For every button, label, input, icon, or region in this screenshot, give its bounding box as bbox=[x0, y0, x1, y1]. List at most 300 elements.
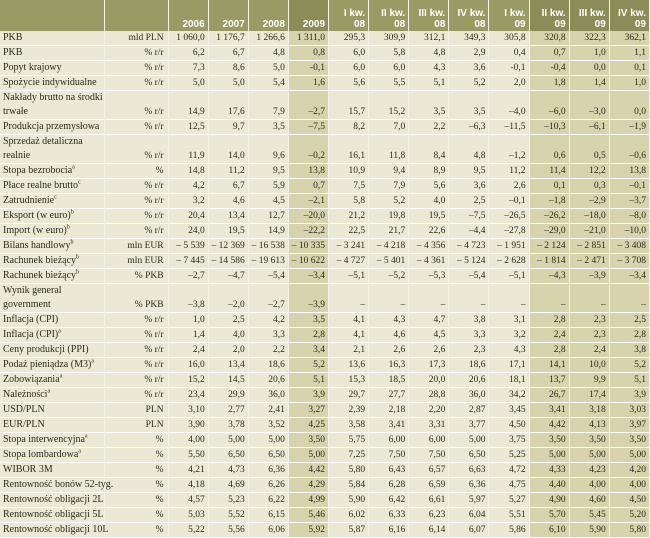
value-cell: –26,5 bbox=[489, 209, 529, 224]
value-cell: 20,6 bbox=[248, 373, 288, 388]
value-cell: 10,0 bbox=[569, 358, 609, 373]
value-cell: 5,5 bbox=[369, 76, 409, 91]
row-unit: % r/r bbox=[104, 61, 168, 76]
value-cell: 4,18 bbox=[168, 478, 208, 493]
value-cell: 2,4 bbox=[529, 328, 569, 343]
value-cell: 5,2 bbox=[288, 358, 328, 373]
value-cell: –2,7 bbox=[248, 298, 288, 313]
value-cell: – 14 586 bbox=[208, 254, 248, 269]
value-cell: 15,7 bbox=[329, 105, 369, 120]
value-cell: 3,1 bbox=[489, 313, 529, 328]
value-cell: – 5 124 bbox=[449, 254, 489, 269]
value-cell: 4,8 bbox=[248, 46, 288, 61]
row-unit: % r/r bbox=[104, 209, 168, 224]
value-cell: –5,4 bbox=[248, 269, 288, 284]
row-unit: % r/r bbox=[104, 46, 168, 61]
value-cell: 0,3 bbox=[569, 179, 609, 194]
value-cell: 4,8 bbox=[449, 149, 489, 164]
value-cell: – 4 727 bbox=[329, 254, 369, 269]
value-cell: 3,50 bbox=[529, 433, 569, 448]
row-label bbox=[0, 105, 104, 120]
value-cell bbox=[489, 91, 529, 106]
value-cell: 5,92 bbox=[288, 523, 328, 538]
value-cell: –22,2 bbox=[288, 224, 328, 239]
value-cell: 5,45 bbox=[569, 508, 609, 523]
value-cell: 5,80 bbox=[609, 523, 649, 538]
value-cell: –18,0 bbox=[569, 209, 609, 224]
value-cell: 3,5 bbox=[449, 105, 489, 120]
table-row bbox=[0, 523, 650, 538]
value-cell bbox=[609, 135, 649, 150]
value-cell: –5,4 bbox=[449, 269, 489, 284]
row-unit: % PKB bbox=[104, 298, 168, 313]
value-cell: 5,00 bbox=[569, 448, 609, 463]
value-cell: – 3 408 bbox=[609, 239, 649, 254]
row-label-text: Popyt krajowy bbox=[3, 62, 62, 73]
value-cell: 23,4 bbox=[168, 388, 208, 403]
value-cell: 9,5 bbox=[248, 164, 288, 179]
row-unit: % bbox=[104, 448, 168, 463]
value-cell: 28,8 bbox=[409, 388, 449, 403]
row-label bbox=[0, 254, 104, 269]
value-cell: – 5 539 bbox=[168, 239, 208, 254]
value-cell: 12,7 bbox=[248, 209, 288, 224]
value-cell: 5,00 bbox=[208, 433, 248, 448]
value-cell: –29,0 bbox=[529, 224, 569, 239]
value-cell: 6,0 bbox=[329, 61, 369, 76]
value-cell: 22,6 bbox=[409, 224, 449, 239]
value-cell: 5,0 bbox=[208, 76, 248, 91]
value-cell: 5,1 bbox=[409, 76, 449, 91]
value-cell: 0,1 bbox=[609, 61, 649, 76]
row-label-text: Rentowność bonów 52-tyg. bbox=[3, 479, 114, 490]
column-header-line: 09 bbox=[514, 19, 526, 30]
value-cell: 15,2 bbox=[369, 105, 409, 120]
row-label bbox=[0, 209, 104, 224]
column-header-line: II kw. bbox=[541, 8, 566, 19]
value-cell bbox=[168, 284, 208, 299]
value-cell: 3,75 bbox=[489, 433, 529, 448]
value-cell: 6,02 bbox=[329, 508, 369, 523]
value-cell: 5,22 bbox=[168, 523, 208, 538]
column-header-line bbox=[249, 8, 285, 19]
value-cell: 22,5 bbox=[329, 224, 369, 239]
value-cell bbox=[409, 135, 449, 150]
row-label bbox=[0, 269, 104, 284]
value-cell: –4,3 bbox=[529, 269, 569, 284]
value-cell: 13,8 bbox=[609, 164, 649, 179]
value-cell: 3,50 bbox=[288, 433, 328, 448]
value-cell: 5,51 bbox=[489, 508, 529, 523]
value-cell: 2,6 bbox=[489, 179, 529, 194]
value-cell: 6,22 bbox=[248, 493, 288, 508]
footnote-marker: a bbox=[78, 448, 81, 455]
row-label bbox=[0, 120, 104, 135]
value-cell: 2,5 bbox=[208, 313, 248, 328]
table-row bbox=[0, 463, 650, 478]
value-cell: – 4 361 bbox=[409, 254, 449, 269]
value-cell: 5,2 bbox=[609, 358, 649, 373]
value-cell: 7,9 bbox=[248, 105, 288, 120]
table-body bbox=[0, 31, 650, 538]
value-cell: –27,8 bbox=[489, 224, 529, 239]
value-cell: 20,4 bbox=[168, 209, 208, 224]
value-cell: 5,90 bbox=[329, 493, 369, 508]
value-cell: 2,8 bbox=[609, 328, 649, 343]
value-cell: –26,2 bbox=[529, 209, 569, 224]
value-cell: 4,33 bbox=[529, 463, 569, 478]
row-label-text: Inflacja (CPI) bbox=[3, 314, 59, 325]
value-cell: –3,9 bbox=[288, 298, 328, 313]
value-cell: 4,99 bbox=[288, 493, 328, 508]
value-cell: 2,1 bbox=[329, 343, 369, 358]
value-cell: –4,4 bbox=[449, 224, 489, 239]
value-cell: 5,70 bbox=[529, 508, 569, 523]
row-label bbox=[0, 135, 104, 150]
row-label bbox=[0, 179, 104, 194]
row-unit: % r/r bbox=[104, 179, 168, 194]
value-cell: 6,0 bbox=[369, 61, 409, 76]
row-label-text: USD/PLN bbox=[3, 404, 45, 415]
value-cell: 2,8 bbox=[529, 343, 569, 358]
value-cell: 5,03 bbox=[168, 508, 208, 523]
row-label-text: Zatrudnienie bbox=[3, 195, 55, 206]
value-cell: 26,7 bbox=[529, 388, 569, 403]
row-unit: % r/r bbox=[104, 194, 168, 209]
value-cell: – bbox=[609, 298, 649, 313]
value-cell: –0,2 bbox=[288, 149, 328, 164]
row-unit: mln EUR bbox=[104, 239, 168, 254]
column-header bbox=[329, 0, 369, 31]
row-unit: mln EUR bbox=[104, 254, 168, 269]
value-cell: 6,59 bbox=[409, 478, 449, 493]
value-cell: 9,6 bbox=[248, 149, 288, 164]
value-cell: 5,87 bbox=[329, 523, 369, 538]
column-header-line: III kw. bbox=[578, 8, 606, 19]
value-cell: 4,57 bbox=[168, 493, 208, 508]
column-header-line bbox=[209, 8, 245, 19]
value-cell: 6,7 bbox=[208, 179, 248, 194]
value-cell: 4,2 bbox=[248, 313, 288, 328]
value-cell: 13,4 bbox=[208, 358, 248, 373]
column-header bbox=[168, 0, 208, 31]
row-label-text: Należności bbox=[3, 389, 48, 400]
column-header-line: 08 bbox=[394, 19, 406, 30]
header-blank-label bbox=[0, 0, 104, 31]
value-cell: 17,3 bbox=[409, 358, 449, 373]
value-cell: – bbox=[529, 298, 569, 313]
value-cell: 4,8 bbox=[409, 46, 449, 61]
column-header-line: III kw. bbox=[418, 8, 446, 19]
row-label-text: Sprzedaż detaliczna bbox=[3, 136, 83, 147]
column-header bbox=[489, 0, 529, 31]
row-label bbox=[0, 343, 104, 358]
value-cell: 1,1 bbox=[609, 46, 649, 61]
table-row bbox=[0, 179, 650, 194]
value-cell: 16,1 bbox=[329, 149, 369, 164]
value-cell: 4,13 bbox=[569, 418, 609, 433]
row-unit: % r/r bbox=[104, 313, 168, 328]
value-cell: 5,84 bbox=[329, 478, 369, 493]
value-cell: 5,2 bbox=[449, 76, 489, 91]
row-unit: % r/r bbox=[104, 149, 168, 164]
value-cell: –5,1 bbox=[489, 269, 529, 284]
value-cell: 14,1 bbox=[529, 358, 569, 373]
row-label-text: trwałe bbox=[3, 106, 28, 117]
value-cell: 0,6 bbox=[529, 149, 569, 164]
value-cell: 6,07 bbox=[449, 523, 489, 538]
value-cell: 13,6 bbox=[329, 358, 369, 373]
row-label bbox=[0, 508, 104, 523]
value-cell bbox=[449, 91, 489, 106]
value-cell: – 3 241 bbox=[329, 239, 369, 254]
value-cell: 14,5 bbox=[208, 373, 248, 388]
footnote-marker: b bbox=[76, 254, 80, 261]
value-cell: 6,04 bbox=[449, 508, 489, 523]
value-cell: 5,27 bbox=[489, 493, 529, 508]
footnote-marker: c bbox=[77, 179, 81, 186]
footnote-marker: a bbox=[58, 328, 61, 335]
value-cell: 6,28 bbox=[369, 478, 409, 493]
value-cell: 5,6 bbox=[409, 179, 449, 194]
value-cell bbox=[529, 135, 569, 150]
row-label-text: Rentowność obligacji 10L bbox=[3, 524, 109, 535]
row-unit: % bbox=[104, 433, 168, 448]
table-row bbox=[0, 194, 650, 209]
value-cell: 1,0 bbox=[609, 76, 649, 91]
table-row bbox=[0, 373, 650, 388]
value-cell bbox=[609, 284, 649, 299]
value-cell: 2,18 bbox=[369, 403, 409, 418]
value-cell: – 19 613 bbox=[248, 254, 288, 269]
value-cell: –2,1 bbox=[288, 194, 328, 209]
column-header-line: 08 bbox=[354, 19, 366, 30]
value-cell: 2,4 bbox=[569, 343, 609, 358]
value-cell: 3,8 bbox=[609, 343, 649, 358]
table-row bbox=[0, 239, 650, 254]
value-cell: 3,5 bbox=[409, 105, 449, 120]
value-cell: 19,5 bbox=[208, 224, 248, 239]
row-label-text: Stopa lombardowa bbox=[3, 449, 79, 460]
table-row bbox=[0, 120, 650, 135]
value-cell: 34,2 bbox=[489, 388, 529, 403]
value-cell: 18,6 bbox=[449, 358, 489, 373]
value-cell: –8,0 bbox=[609, 209, 649, 224]
value-cell: 312,1 bbox=[409, 31, 449, 46]
column-header bbox=[449, 0, 489, 31]
value-cell: -0,4 bbox=[529, 61, 569, 76]
row-unit: % r/r bbox=[104, 105, 168, 120]
row-label bbox=[0, 239, 104, 254]
value-cell: 8,6 bbox=[208, 61, 248, 76]
row-label-text: Stopa bezrobocia bbox=[3, 165, 73, 176]
value-cell: –4,0 bbox=[489, 105, 529, 120]
row-label bbox=[0, 448, 104, 463]
value-cell: 4,5 bbox=[409, 328, 449, 343]
value-cell: 4,69 bbox=[208, 478, 248, 493]
column-header-line: 08 bbox=[474, 19, 486, 30]
value-cell: – 2 471 bbox=[569, 254, 609, 269]
column-header-line: IV kw. bbox=[457, 8, 486, 19]
value-cell: 20,0 bbox=[409, 373, 449, 388]
footnote-marker: b bbox=[76, 269, 80, 276]
value-cell: -0,1 bbox=[288, 61, 328, 76]
row-unit: % r/r bbox=[104, 358, 168, 373]
value-cell: – 4 356 bbox=[409, 239, 449, 254]
row-label bbox=[0, 31, 104, 46]
value-cell: –21,0 bbox=[569, 224, 609, 239]
value-cell: 3,5 bbox=[288, 313, 328, 328]
row-label bbox=[0, 463, 104, 478]
value-cell: 4,6 bbox=[369, 328, 409, 343]
table-row bbox=[0, 433, 650, 448]
value-cell: 27,7 bbox=[369, 388, 409, 403]
value-cell bbox=[168, 91, 208, 106]
column-header-line: 09 bbox=[634, 19, 646, 30]
value-cell: –10,3 bbox=[529, 120, 569, 135]
value-cell bbox=[409, 91, 449, 106]
value-cell: 4,25 bbox=[288, 418, 328, 433]
value-cell: 18,1 bbox=[489, 373, 529, 388]
value-cell: 0,8 bbox=[288, 46, 328, 61]
value-cell: 3,18 bbox=[569, 403, 609, 418]
value-cell: 3,03 bbox=[609, 403, 649, 418]
value-cell bbox=[569, 284, 609, 299]
value-cell: 4,00 bbox=[569, 478, 609, 493]
row-label-text: Nakłady brutto na środki bbox=[3, 92, 103, 103]
row-label-text: PKB bbox=[3, 32, 23, 43]
value-cell: 320,8 bbox=[529, 31, 569, 46]
value-cell bbox=[449, 284, 489, 299]
value-cell: 19,5 bbox=[409, 209, 449, 224]
value-cell: –4,7 bbox=[208, 269, 248, 284]
value-cell: 2,6 bbox=[369, 343, 409, 358]
value-cell: 6,63 bbox=[449, 463, 489, 478]
value-cell: – 1 814 bbox=[529, 254, 569, 269]
value-cell bbox=[529, 284, 569, 299]
table-row bbox=[0, 328, 650, 343]
value-cell: 11,2 bbox=[489, 164, 529, 179]
row-label bbox=[0, 373, 104, 388]
value-cell: 1,4 bbox=[168, 328, 208, 343]
row-label bbox=[0, 164, 104, 179]
value-cell: 0,1 bbox=[529, 179, 569, 194]
value-cell: – bbox=[489, 298, 529, 313]
value-cell: 5,0 bbox=[168, 76, 208, 91]
value-cell: –11,5 bbox=[489, 120, 529, 135]
value-cell: 19,8 bbox=[369, 209, 409, 224]
value-cell: –5,1 bbox=[329, 269, 369, 284]
value-cell: 4,73 bbox=[208, 463, 248, 478]
row-label bbox=[0, 61, 104, 76]
value-cell bbox=[369, 91, 409, 106]
table-row bbox=[0, 105, 650, 120]
value-cell: 7,0 bbox=[369, 120, 409, 135]
value-cell: 5,8 bbox=[329, 194, 369, 209]
value-cell: 6,10 bbox=[529, 523, 569, 538]
value-cell: 2,4 bbox=[168, 343, 208, 358]
value-cell: 3,41 bbox=[529, 403, 569, 418]
value-cell: 4,1 bbox=[329, 313, 369, 328]
table-row bbox=[0, 298, 650, 313]
table-row bbox=[0, 31, 650, 46]
row-label bbox=[0, 358, 104, 373]
row-label bbox=[0, 149, 104, 164]
value-cell: 10,9 bbox=[329, 164, 369, 179]
value-cell: – 2 851 bbox=[569, 239, 609, 254]
row-label-text: WIBOR 3M bbox=[3, 464, 53, 475]
value-cell: 2,20 bbox=[409, 403, 449, 418]
row-label-text: Spożycie indywidualne bbox=[3, 77, 97, 88]
row-unit: % bbox=[104, 164, 168, 179]
row-label-text: Rentowność obligacji 2L bbox=[3, 494, 104, 505]
value-cell: 3,77 bbox=[449, 418, 489, 433]
value-cell: 7,9 bbox=[369, 179, 409, 194]
value-cell: – 10 622 bbox=[288, 254, 328, 269]
row-unit: % bbox=[104, 493, 168, 508]
value-cell bbox=[288, 284, 328, 299]
value-cell: 6,2 bbox=[168, 46, 208, 61]
value-cell: 362,1 bbox=[609, 31, 649, 46]
footnote-marker: a bbox=[72, 164, 75, 171]
row-unit: % bbox=[104, 508, 168, 523]
value-cell: 4,20 bbox=[609, 463, 649, 478]
row-unit bbox=[104, 91, 168, 106]
value-cell: 12,2 bbox=[569, 164, 609, 179]
value-cell: 11,9 bbox=[168, 149, 208, 164]
value-cell: 5,6 bbox=[329, 76, 369, 91]
value-cell bbox=[329, 135, 369, 150]
value-cell: 2,5 bbox=[449, 194, 489, 209]
table-row bbox=[0, 403, 650, 418]
row-label bbox=[0, 403, 104, 418]
value-cell: 6,00 bbox=[409, 433, 449, 448]
value-cell: 5,0 bbox=[248, 61, 288, 76]
value-cell: 3,3 bbox=[248, 328, 288, 343]
row-label-text: Import (w euro) bbox=[3, 225, 67, 236]
value-cell: 17,4 bbox=[569, 388, 609, 403]
value-cell bbox=[329, 284, 369, 299]
value-cell: 6,50 bbox=[449, 448, 489, 463]
value-cell bbox=[569, 91, 609, 106]
value-cell: 2,9 bbox=[449, 46, 489, 61]
value-cell: 8,9 bbox=[409, 164, 449, 179]
table-row bbox=[0, 388, 650, 403]
table-row bbox=[0, 284, 650, 299]
value-cell: 3,50 bbox=[569, 433, 609, 448]
value-cell: 2,77 bbox=[208, 403, 248, 418]
value-cell: 2,3 bbox=[569, 328, 609, 343]
value-cell: 15,3 bbox=[329, 373, 369, 388]
value-cell: 6,06 bbox=[248, 523, 288, 538]
row-unit: % r/r bbox=[104, 373, 168, 388]
table-row bbox=[0, 254, 650, 269]
row-label bbox=[0, 478, 114, 493]
value-cell: 3,4 bbox=[288, 343, 328, 358]
value-cell: 6,0 bbox=[329, 46, 369, 61]
value-cell: 3,9 bbox=[609, 388, 649, 403]
row-unit: % PKB bbox=[104, 269, 168, 284]
column-header-line: 09 bbox=[554, 19, 566, 30]
row-unit: mld PLN bbox=[104, 31, 168, 46]
footnote-marker: a bbox=[59, 373, 63, 380]
value-cell: 4,42 bbox=[288, 463, 328, 478]
row-label bbox=[0, 46, 104, 61]
value-cell: –7,5 bbox=[449, 209, 489, 224]
column-header-line: II kw. bbox=[381, 8, 406, 19]
value-cell: 6,33 bbox=[369, 508, 409, 523]
value-cell: 4,3 bbox=[489, 343, 529, 358]
